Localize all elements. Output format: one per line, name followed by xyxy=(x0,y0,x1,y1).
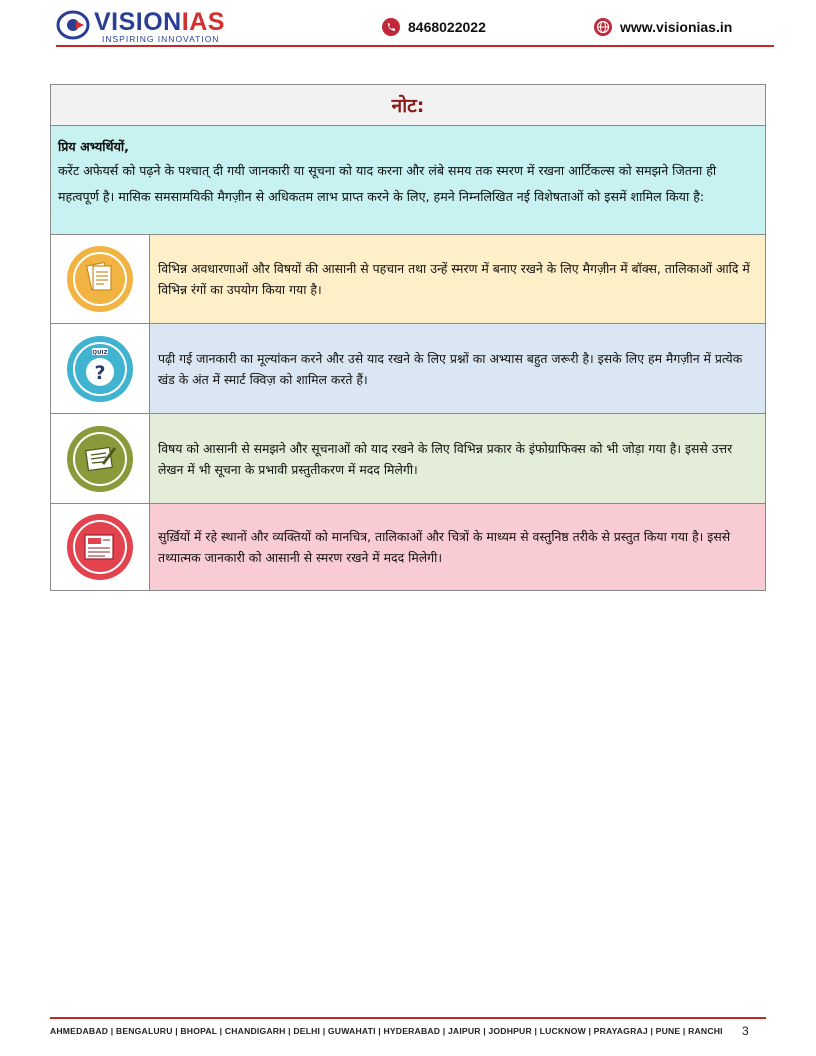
feature-text: सुर्ख़ियों में रहे स्थानों और व्यक्तियों को मानचित्र, तालिकाओं और चित्रों के माध्यम से वस्तुनिष्ठ तरीके से प्रस्तुत किया गया है। इससे तथ्यात्मक जानकारी को आसानी से स्मरण रखने में मदद मिलेगी। xyxy=(150,504,765,590)
website-url: www.visionias.in xyxy=(620,19,733,35)
page-header xyxy=(56,6,774,46)
brand-name: VISIONIAS xyxy=(94,8,225,36)
header-divider xyxy=(56,45,774,47)
footer-cities: AHMEDABAD | BENGALURU | BHOPAL | CHANDIGARH | DELHI | GUWAHATI | HYDERABAD | JAIPUR | JODHPUR | LUCKNOW | PRAYAGRAJ | PUNE | RANCHI xyxy=(50,1026,723,1036)
note-box xyxy=(50,84,766,591)
news-icon xyxy=(65,512,135,582)
phone-number: 8468022022 xyxy=(408,19,486,35)
website-contact[interactable] xyxy=(594,16,732,38)
intro-paragraph: करेंट अफेयर्स को पढ़ने के पश्चात् दी गयी जानकारी या सूचना को याद करना और लंबे समय तक स्मरण में रखना आर्टिकल्स को समझने जितना ही महत्वपूर्ण है। मासिक समसामयिकी मैगज़ीन से अधिकतम लाभ प्राप्त करने के लिए, हमने निम्नलिखित नई विशेषताओं को इसमें शामिल किया है: xyxy=(58,163,717,204)
note-title: नोट: xyxy=(51,85,765,126)
feature-text: विषय को आसानी से समझने और सूचनाओं को याद रखने के लिए विभिन्न प्रकार के इंफोग्राफिक्स को भी जोड़ा गया है। इससे उत्तर लेखन में भी सूचना के प्रभावी प्रस्तुतीकरण में मदद मिलेगी। xyxy=(150,414,765,503)
feature-row xyxy=(51,235,765,324)
feature-text: पढ़ी गई जानकारी का मूल्यांकन करने और उसे याद रखने के लिए प्रश्नों का अभ्यास बहुत जरूरी है। इसके लिए हम मैगज़ीन में प्रत्येक खंड के अंत में स्मार्ट क्विज़ को शामिल करते हैं। xyxy=(150,324,765,413)
feature-row xyxy=(51,324,765,414)
page-number: 3 xyxy=(742,1024,749,1038)
documents-icon xyxy=(65,244,135,314)
footer-divider xyxy=(50,1017,766,1019)
phone-contact[interactable] xyxy=(382,16,486,38)
infographic-icon xyxy=(65,424,135,494)
visionias-logo[interactable] xyxy=(56,8,226,44)
feature-text: विभिन्न अवधारणाओं और विषयों की आसानी से पहचान तथा उन्हें स्मरण में बनाए रखने के लिए मैगज़ीन में बॉक्स, तालिकाओं आदि में विभिन्न रंगों का उपयोग किया गया है। xyxy=(150,235,765,323)
greeting: प्रिय अभ्यर्थियों, xyxy=(58,139,129,154)
feature-row xyxy=(51,504,765,590)
globe-icon xyxy=(594,18,612,36)
phone-icon xyxy=(382,18,400,36)
svg-text:?: ? xyxy=(94,361,106,384)
quiz-icon xyxy=(65,334,135,404)
svg-text:QUIZ: QUIZ xyxy=(92,349,108,356)
brand-tagline: INSPIRING INNOVATION xyxy=(102,34,220,44)
note-intro xyxy=(51,126,765,235)
logo-eye-icon xyxy=(56,8,96,42)
feature-row xyxy=(51,414,765,504)
